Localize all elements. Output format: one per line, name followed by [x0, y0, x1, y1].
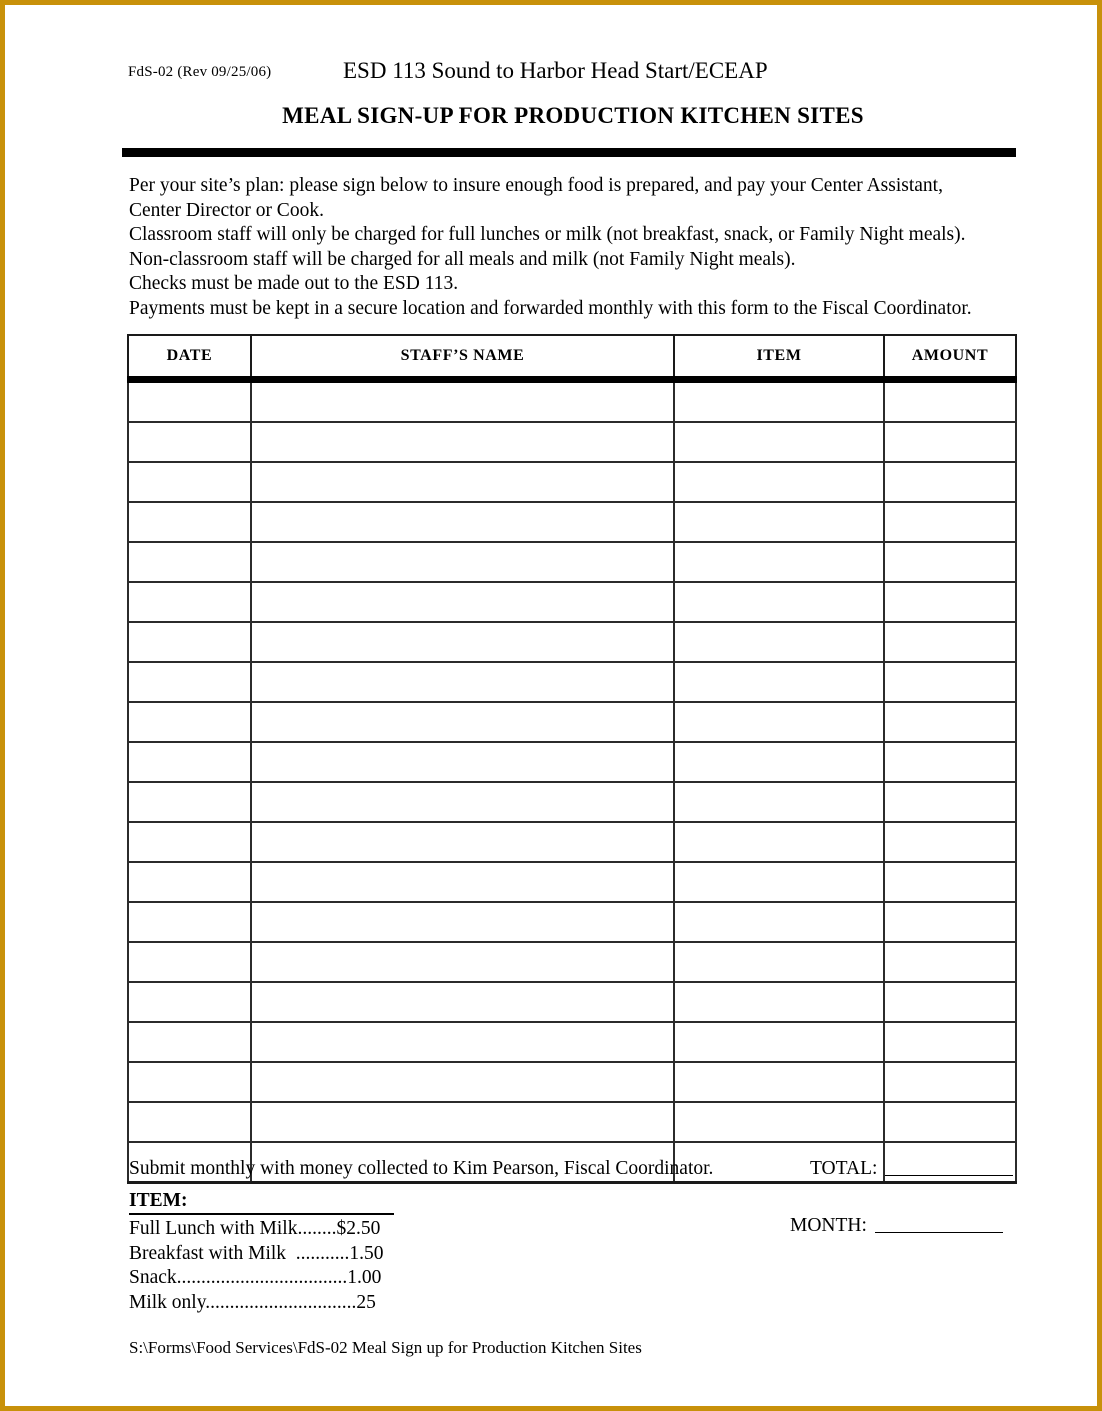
cell-date[interactable] — [128, 662, 251, 702]
title-divider-rule — [122, 148, 1016, 157]
cell-item[interactable] — [674, 662, 884, 702]
cell-name[interactable] — [251, 1102, 674, 1142]
cell-name[interactable] — [251, 742, 674, 782]
cell-date[interactable] — [128, 380, 251, 423]
cell-item[interactable] — [674, 422, 884, 462]
cell-date[interactable] — [128, 462, 251, 502]
instruction-line: Checks must be made out to the ESD 113. — [129, 273, 459, 294]
table-row — [128, 582, 1016, 622]
month-field — [790, 1215, 1003, 1237]
cell-amount[interactable] — [884, 942, 1016, 982]
cell-item[interactable] — [674, 902, 884, 942]
table-row — [128, 380, 1016, 423]
cell-amount[interactable] — [884, 1022, 1016, 1062]
column-header-date: DATE — [128, 335, 251, 380]
page-title: MEAL SIGN-UP FOR PRODUCTION KITCHEN SITES — [282, 103, 864, 128]
cell-name[interactable] — [251, 380, 674, 423]
cell-amount[interactable] — [884, 782, 1016, 822]
cell-name[interactable] — [251, 1062, 674, 1102]
table-row — [128, 1022, 1016, 1062]
cell-name[interactable] — [251, 582, 674, 622]
cell-date[interactable] — [128, 542, 251, 582]
cell-amount[interactable] — [884, 702, 1016, 742]
cell-item[interactable] — [674, 1102, 884, 1142]
table-row — [128, 662, 1016, 702]
submit-instructions: Submit monthly with money collected to Kim Pearson, Fiscal Coordinator. — [129, 1158, 714, 1179]
cell-date[interactable] — [128, 822, 251, 862]
cell-amount[interactable] — [884, 380, 1016, 423]
cell-item[interactable] — [674, 582, 884, 622]
price-line: Milk only...............................25 — [129, 1291, 376, 1313]
cell-amount[interactable] — [884, 502, 1016, 542]
cell-date[interactable] — [128, 902, 251, 942]
cell-name[interactable] — [251, 862, 674, 902]
table-row — [128, 422, 1016, 462]
table-row — [128, 462, 1016, 502]
price-line: Snack...................................1.00 — [129, 1267, 382, 1288]
cell-item[interactable] — [674, 622, 884, 662]
cell-amount[interactable] — [884, 902, 1016, 942]
cell-date[interactable] — [128, 982, 251, 1022]
table-body — [128, 380, 1016, 1183]
price-line: Breakfast with Milk ...........1.50 — [129, 1242, 384, 1264]
cell-name[interactable] — [251, 702, 674, 742]
table-row — [128, 822, 1016, 862]
instruction-line: Classroom staff will only be charged for full lunches or milk (not breakfast, snack, or Family Night meals). — [129, 224, 966, 245]
total-field — [810, 1158, 1013, 1180]
cell-date[interactable] — [128, 502, 251, 542]
cell-name[interactable] — [251, 1022, 674, 1062]
cell-date[interactable] — [128, 422, 251, 462]
cell-item[interactable] — [674, 702, 884, 742]
cell-date[interactable] — [128, 1102, 251, 1142]
cell-item[interactable] — [674, 542, 884, 582]
meal-signup-table — [127, 334, 1017, 1184]
cell-amount[interactable] — [884, 1062, 1016, 1102]
organization-title: ESD 113 Sound to Harbor Head Start/ECEAP — [343, 58, 768, 83]
cell-item[interactable] — [674, 862, 884, 902]
instruction-line: Payments must be kept in a secure location and forwarded monthly with this form to the Fiscal Coordinator. — [129, 297, 972, 319]
file-path-footer: S:\Forms\Food Services\FdS-02 Meal Sign up for Production Kitchen Sites — [129, 1338, 642, 1357]
instruction-line: Center Director or Cook. — [129, 199, 324, 221]
cell-name[interactable] — [251, 542, 674, 582]
total-label: TOTAL: — [810, 1158, 878, 1179]
cell-amount[interactable] — [884, 662, 1016, 702]
table-row — [128, 1062, 1016, 1102]
cell-date[interactable] — [128, 582, 251, 622]
cell-item[interactable] — [674, 982, 884, 1022]
cell-date[interactable] — [128, 742, 251, 782]
table-header-row — [128, 335, 1016, 380]
legend-title: ITEM: — [129, 1190, 394, 1215]
cell-name[interactable] — [251, 622, 674, 662]
cell-date[interactable] — [128, 1062, 251, 1102]
column-header-amount: AMOUNT — [884, 335, 1016, 380]
cell-name[interactable] — [251, 822, 674, 862]
cell-item[interactable] — [674, 462, 884, 502]
month-input-blank[interactable] — [875, 1218, 1003, 1233]
instruction-line: Per your site’s plan: please sign below to insure enough food is prepared, and pay your Center Assistant, — [129, 175, 943, 196]
cell-amount[interactable] — [884, 542, 1016, 582]
table-row — [128, 942, 1016, 982]
table-row — [128, 1102, 1016, 1142]
table-row — [128, 542, 1016, 582]
cell-amount[interactable] — [884, 1102, 1016, 1142]
cell-name[interactable] — [251, 462, 674, 502]
cell-item[interactable] — [674, 380, 884, 423]
cell-name[interactable] — [251, 422, 674, 462]
cell-item[interactable] — [674, 742, 884, 782]
table-row — [128, 902, 1016, 942]
cell-date[interactable] — [128, 782, 251, 822]
cell-item[interactable] — [674, 822, 884, 862]
cell-date[interactable] — [128, 1022, 251, 1062]
cell-item[interactable] — [674, 1022, 884, 1062]
table-row — [128, 502, 1016, 542]
cell-amount[interactable] — [884, 982, 1016, 1022]
cell-name[interactable] — [251, 982, 674, 1022]
cell-amount[interactable] — [884, 622, 1016, 662]
cell-name[interactable] — [251, 662, 674, 702]
cell-date[interactable] — [128, 702, 251, 742]
cell-name[interactable] — [251, 782, 674, 822]
instruction-line: Non-classroom staff will be charged for all meals and milk (not Family Night meals). — [129, 248, 796, 270]
cell-name[interactable] — [251, 502, 674, 542]
cell-item[interactable] — [674, 942, 884, 982]
cell-name[interactable] — [251, 942, 674, 982]
table-header — [128, 335, 1016, 380]
instructions-block — [129, 174, 1024, 321]
month-label: MONTH: — [790, 1215, 867, 1236]
item-price-legend — [129, 1190, 459, 1315]
cell-amount[interactable] — [884, 822, 1016, 862]
price-line: Full Lunch with Milk........$2.50 — [129, 1218, 381, 1239]
table-row — [128, 982, 1016, 1022]
document-header — [128, 58, 1018, 92]
cell-amount[interactable] — [884, 582, 1016, 622]
table-row — [128, 742, 1016, 782]
column-header-item: ITEM — [674, 335, 884, 380]
cell-amount[interactable] — [884, 422, 1016, 462]
cell-item[interactable] — [674, 502, 884, 542]
cell-name[interactable] — [251, 902, 674, 942]
table-row — [128, 782, 1016, 822]
cell-amount[interactable] — [884, 462, 1016, 502]
cell-date[interactable] — [128, 862, 251, 902]
cell-amount[interactable] — [884, 862, 1016, 902]
table-row — [128, 862, 1016, 902]
cell-item[interactable] — [674, 782, 884, 822]
cell-item[interactable] — [674, 1062, 884, 1102]
cell-amount[interactable] — [884, 742, 1016, 782]
cell-date[interactable] — [128, 942, 251, 982]
form-number: FdS-02 (Rev 09/25/06) — [128, 64, 272, 80]
table-row — [128, 702, 1016, 742]
column-header-name: STAFF’S NAME — [251, 335, 674, 380]
cell-date[interactable] — [128, 622, 251, 662]
table-row — [128, 622, 1016, 662]
total-input-blank[interactable] — [885, 1161, 1013, 1176]
